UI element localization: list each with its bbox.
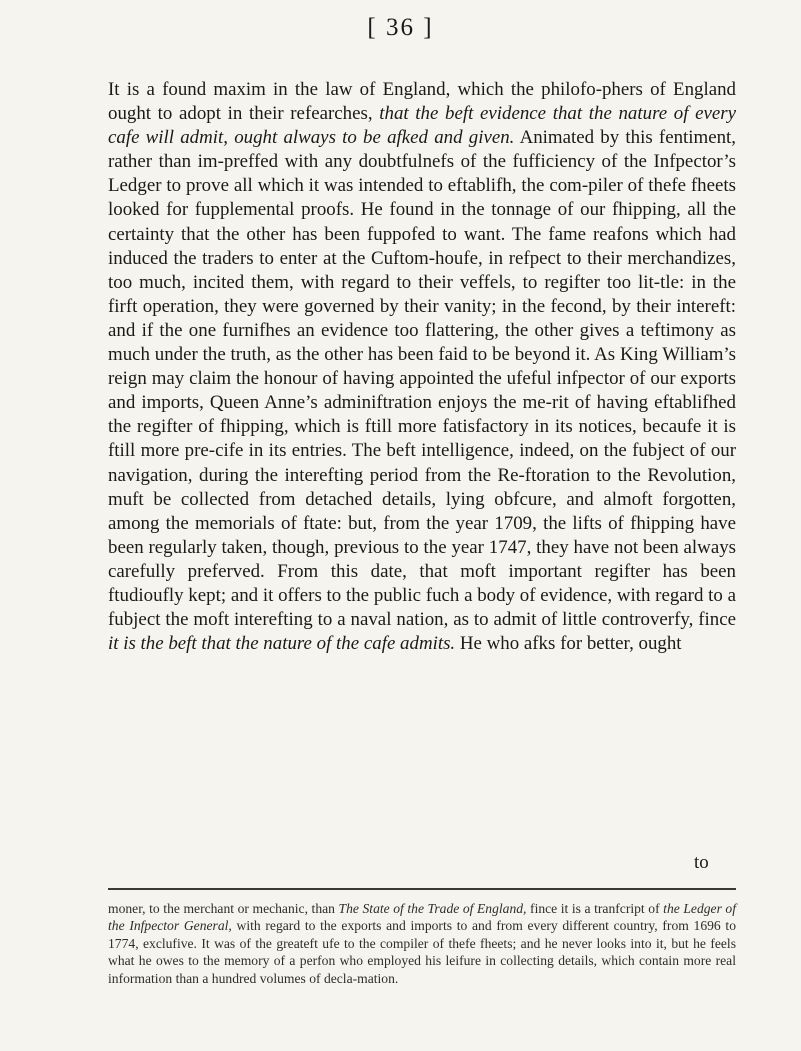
footnote [108, 900, 736, 987]
text-run: He who afks for better, ought [455, 633, 682, 655]
main-text [108, 78, 736, 656]
main-paragraph [108, 78, 736, 656]
text-run: It is a found maxim in the law of England, which the philofo-phers of England ought to adopt in their refearches, [108, 79, 736, 125]
catchword: to [694, 852, 709, 873]
text-run: fince it is a tranfcript of [526, 901, 664, 916]
text-run: Animated by this fentiment, rather than im-preffed with any doubtfulnefs of the fufficiency of the Infpector’s Ledger to prove all which it was intended to eftablifh, the com-piler of thefe fheets looked for fupplemental proofs. He found in the tonnage of our fhipping, all the certainty that the other has been fuppofed to want. The fame reafons which had induced the traders to enter at the Cuftom-houfe, in refpect to their merchandizes, too much, incited them, with regard to their veffels, to regifter too lit-tle: in the firft operation, they were governed by their vanity; in the fecond, by their intereft: and if the one furnifhes an evidence too flattering, the other gives a teftimony as much under the truth, as the other has been faid to be beyond it. As King William’s reign may claim the honour of having appointed the ufeful infpector of our exports and imports, Queen Anne’s adminiftration enjoys the me-rit of having eftablifhed the regifter of fhipping, which is ftill more fatisfactory in its notices, becaufe it is ftill more pre-cife in its entries. The beft intelligence, indeed, on the fubject of our navigation, during the interefting period from the Re-ftoration to the Revolution, muft be collected from detached details, lying obfcure, and almoft forgotten, among the memorials of ftate: but, from the year 1709, the lifts of fhipping have been regularly taken, though, previous to the year 1747, they have not been always carefully preferved. From this date, that moft important regifter has been ftudioufly kept; and it offers to the public fuch a body of evidence, with regard to a fubject the moft interefting to a naval nation, as to admit of little controverfy, fince [108, 127, 737, 631]
italic-text-run: The State of the Trade of England, [338, 901, 527, 916]
italic-text-run: it is the beft that the nature of the cafe admits. [108, 633, 456, 655]
footnote-paragraph [108, 900, 736, 987]
italic-text-run: that the beft evidence that the nature of every cafe will admit, ought always to be afked and given. [108, 103, 737, 149]
text-run: moner, to the merchant or mechanic, than [108, 901, 339, 916]
text-run: with regard to the exports and imports to and from every different country, from 1696 to 1774, exclufive. It was of the greateft ufe to the compiler of thefe fheets; and he never looks into it, but he feels what he owes to the memory of a perfon who employed his leifure in collecting details, which contain more real information than a hundred volumes of decla-mation. [108, 918, 736, 986]
footnote-rule [108, 888, 736, 890]
page-number-header: [ 36 ] [367, 14, 434, 41]
italic-text-run: the Ledger of the Infpector General, [108, 901, 737, 934]
